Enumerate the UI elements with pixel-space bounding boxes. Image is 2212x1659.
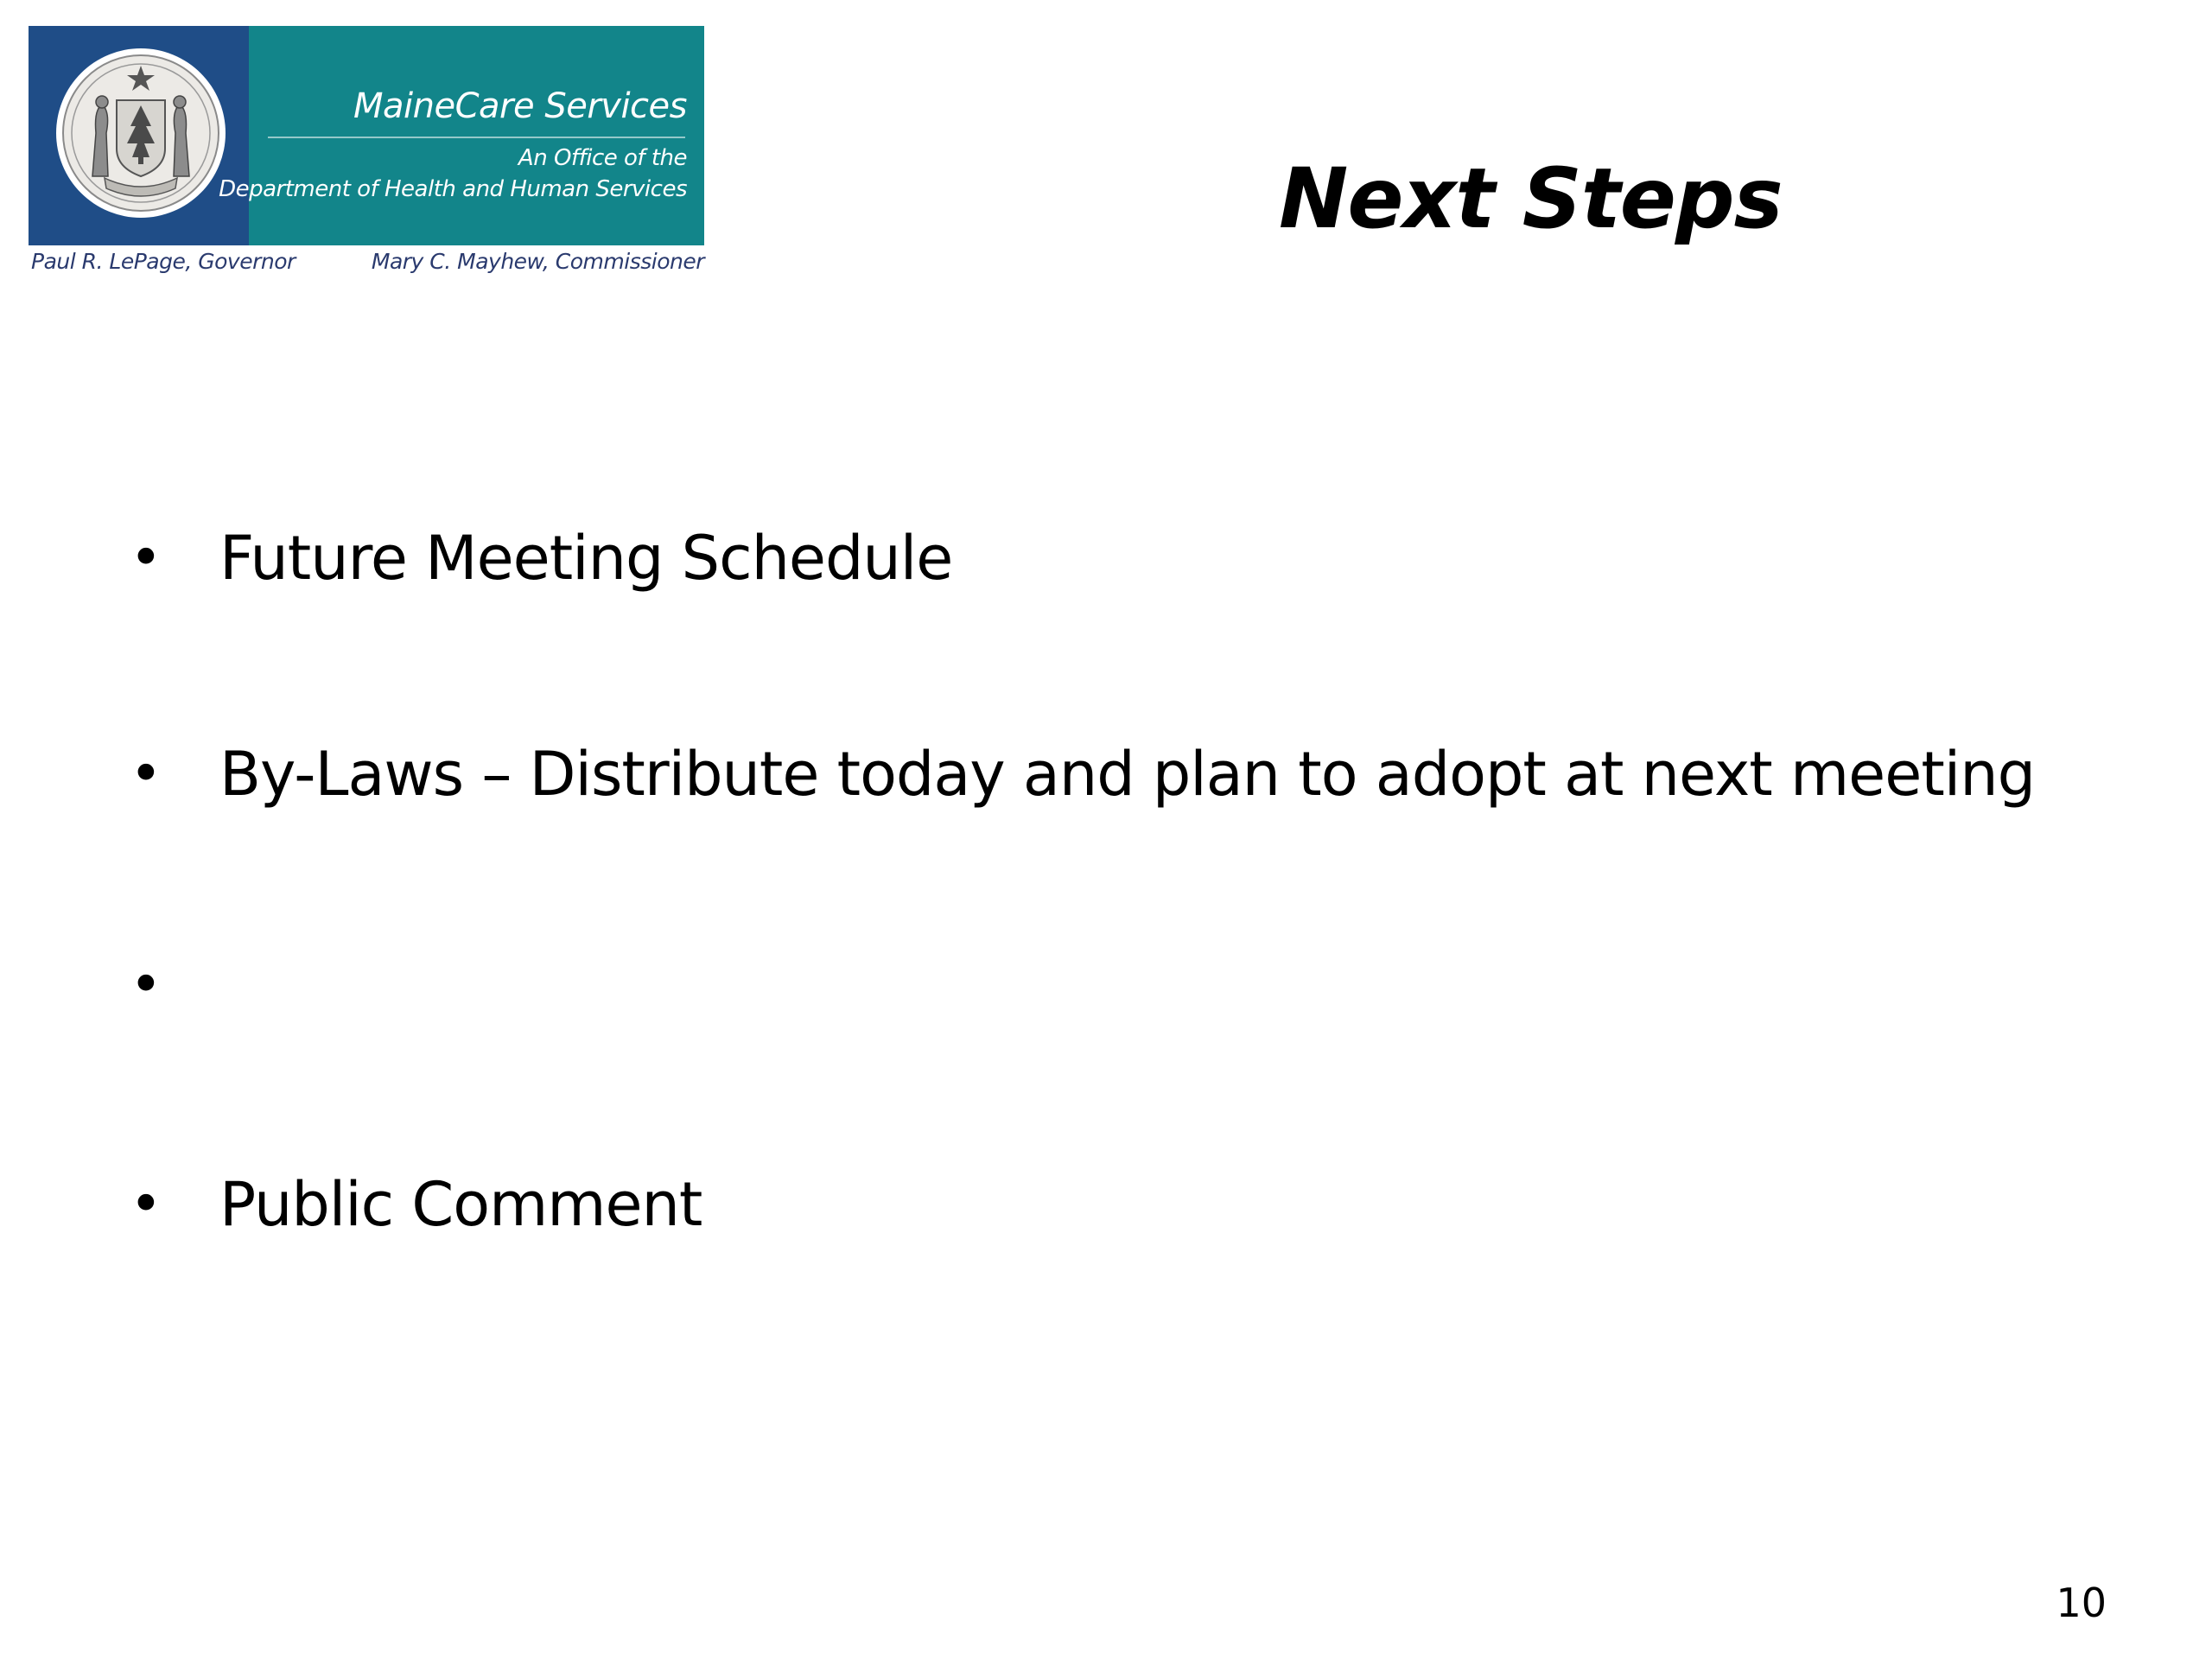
logo-divider: [268, 137, 685, 138]
logo-seal-panel: [29, 26, 249, 245]
commissioner-credit: Mary C. Mayhew, Commissioner: [371, 249, 704, 274]
bullet-text: Future Meeting Schedule: [219, 523, 953, 594]
bullet-dot-icon: •: [130, 742, 162, 806]
maine-state-seal-icon: [54, 47, 227, 219]
logo-subtitle-line1: An Office of the: [518, 145, 687, 171]
governor-credit: Paul R. LePage, Governor: [31, 249, 296, 274]
bullet-dot-icon: •: [130, 1173, 162, 1236]
logo-text-panel: [219, 26, 704, 245]
bullet-dot-icon: •: [130, 953, 162, 1017]
page-number: 10: [2056, 1580, 2107, 1626]
logo-subtitle-line2: Department of Health and Human Services: [219, 176, 687, 202]
mainecare-logo: [29, 26, 704, 245]
bullet-text: By-Laws – Distribute today and plan to adopt at next meeting: [219, 739, 2036, 810]
slide-title: Next Steps: [1279, 150, 1783, 247]
logo-org-name: MaineCare Services: [353, 86, 687, 126]
bullet-text: Public Comment: [219, 1169, 702, 1240]
bullet-dot-icon: •: [130, 526, 162, 590]
